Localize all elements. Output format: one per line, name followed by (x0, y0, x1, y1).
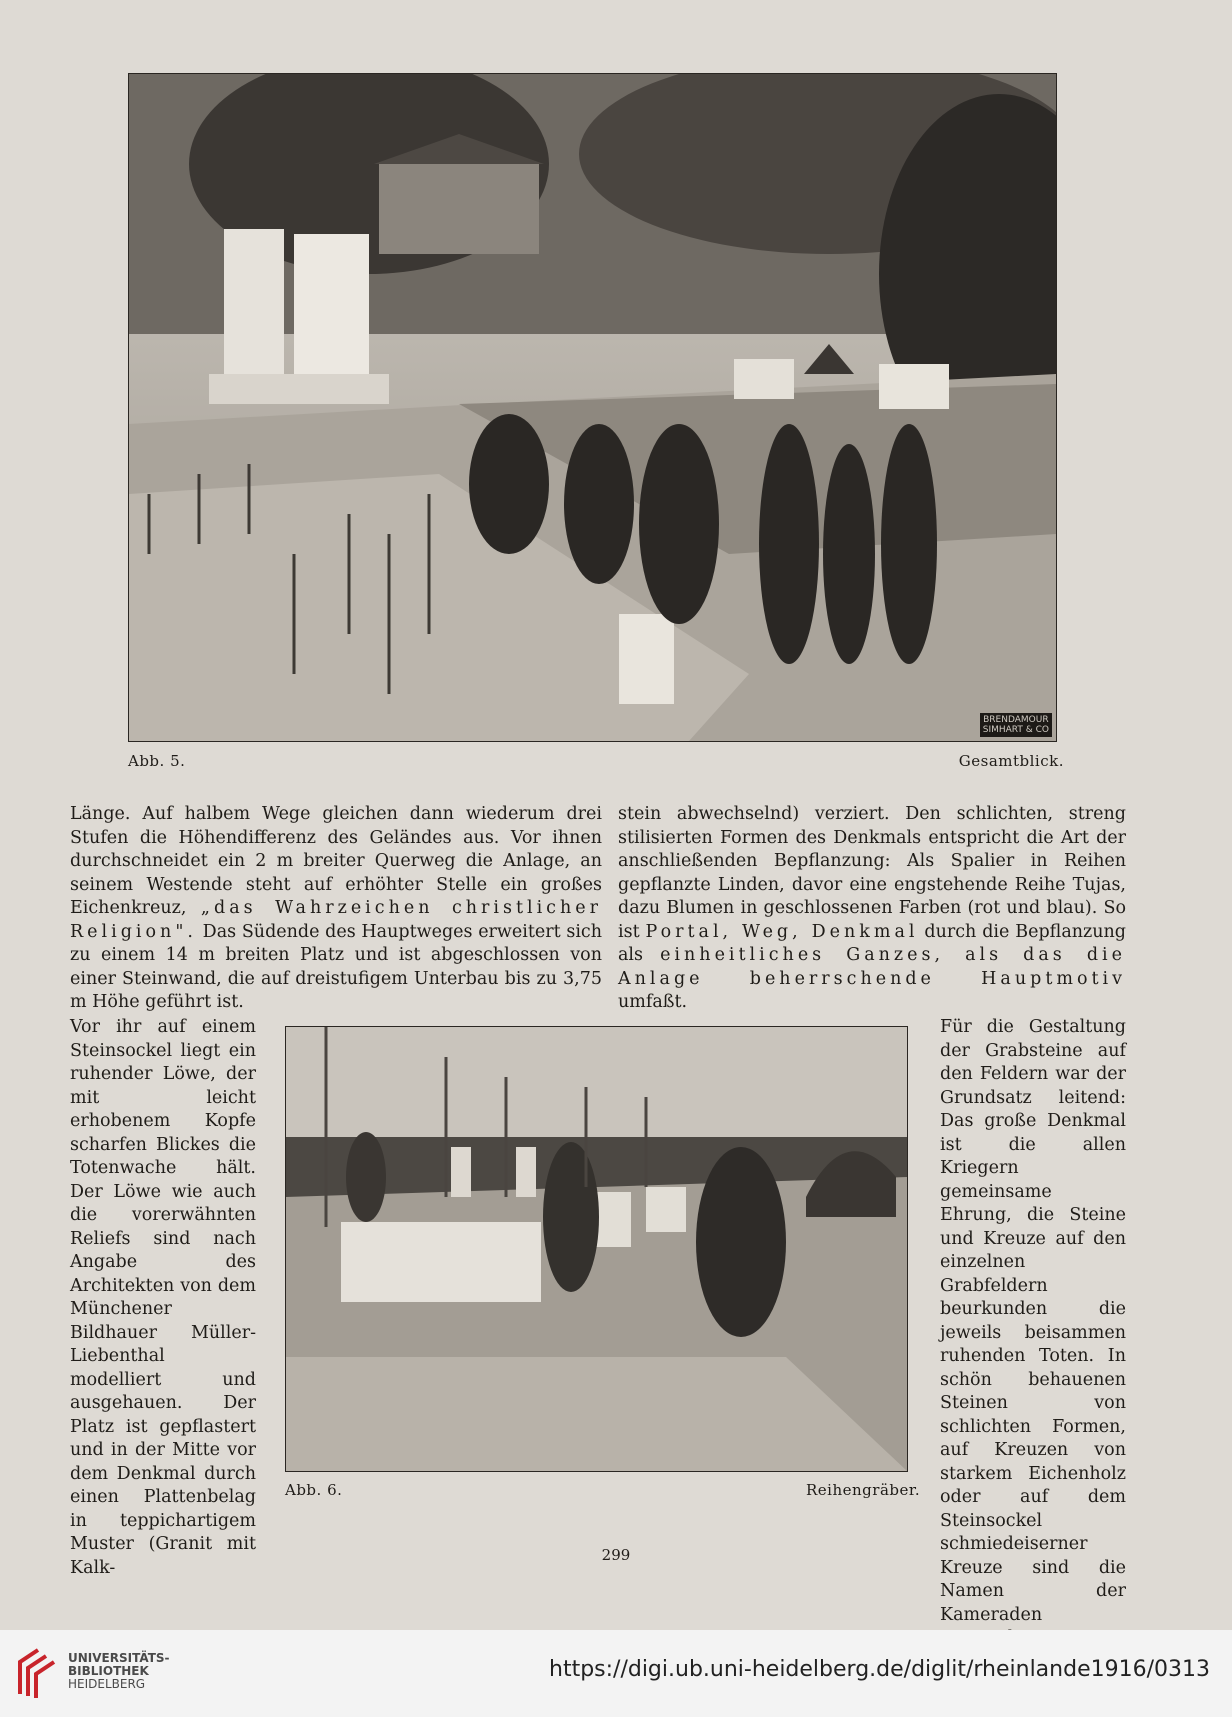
figure1-label: Abb. 5. (128, 752, 186, 770)
text-column-right (618, 803, 1126, 1015)
text-column-left (70, 803, 602, 1015)
figure2-title: Reihengräber. (806, 1481, 921, 1499)
col2-spaced-2: einheitliches Ganzes, als das die Anlage beherrschende Hauptmotiv (618, 945, 1126, 989)
col2-paragraph-3: umfaßt. (618, 992, 688, 1012)
col2-paragraph: stein abwechselnd) verziert. Den schlichten, streng stilisierten Formen des Denkmals entspricht die Art der anschließenden Bepflanzung: Als Spalier in Reihen gepflanzte Linden, davor eine engstehende Reihe Tujas, dazu Blumen in geschlossenen Farben (rot und blau). So ist (618, 804, 1126, 942)
figure2-label: Abb. 6. (285, 1481, 343, 1499)
col1-paragraph: Länge. Auf halbem Wege gleichen dann wiederum drei Stufen die Höhendifferenz des Geländes aus. Vor ihnen durchschneidet ein 2 m breiter Querweg die Anlage, an seinem Westende steht auf erhöhter Stelle ein großes Eichenkreuz, (70, 804, 602, 918)
cemetery-overview-image (129, 74, 1056, 741)
stamp-line-2: SIMHART & CO (982, 725, 1049, 735)
photo-gesamtblick (128, 73, 1057, 742)
text-column-left-narrow (70, 1016, 256, 1580)
left-narrow-paragraph: Vor ihr auf einem Steinsockel liegt ein ruhender Löwe, der mit leicht erhobenem Kopfe scharfen Blickes die Totenwache hält. Der Löwe wie auch die vorerwähnten Reliefs sind nach Angabe des Architekten von dem Münchener Bildhauer Müller-Liebenthal modelliert und ausgehauen. Der Platz ist gepflastert und in der Mitte vor dem Denkmal durch einen Plattenbelag in teppichartigem Muster (Granit mit Kalk- (70, 1017, 256, 1578)
permalink-url[interactable]: https://digi.ub.uni-heidelberg.de/diglit/rheinlande1916/0313 (549, 1657, 1210, 1682)
right-narrow-paragraph: Für die Gestaltung der Grabsteine auf den Feldern war der Grundsatz leitend: Das große Denkmal ist die allen Kriegern gemeinsame Ehrung, die Steine und Kreuze auf den einzelnen Grabfeldern beurkunden die jeweils beisammen ruhenden Toten. In schön behauenen Steinen von schlichten Formen, auf Kreuzen von starkem Eichenholz oder auf dem Steinsockel schmiedeiserner Kreuze sind die Namen der Kameraden (940, 1017, 1126, 1625)
row-graves-image (286, 1027, 907, 1471)
library-line-1: UNIVERSITÄTS- (68, 1651, 170, 1665)
page-number: 299 (601, 1546, 631, 1564)
col2-paragraph-2: durch die Bepflanzung als (618, 921, 1126, 965)
photo-reihengraeber (285, 1026, 908, 1472)
library-line-2: BIBLIOTHEK (68, 1664, 149, 1678)
col1-quote: „das Wahrzeichen christlicher Religion". (70, 898, 602, 942)
university-library-logo (14, 1644, 60, 1704)
stamp-line-1: BRENDAMOUR (983, 715, 1049, 725)
library-name (68, 1652, 170, 1691)
library-footer (0, 1630, 1232, 1717)
library-line-3: HEIDELBERG (68, 1677, 146, 1691)
figure1-title: Gesamtblick. (958, 752, 1064, 770)
col2-spaced-1: Portal, Weg, Denkmal (645, 921, 919, 942)
printer-stamp (980, 713, 1052, 737)
col1-paragraph-2: Das Südende des Hauptweges erweitert sich zu einem 14 m breiten Platz und ist abgeschlossen von einer Steinwand, die auf dreistufigem Unterbau bis zu 3,75 m Höhe geführt ist. (70, 921, 602, 1012)
